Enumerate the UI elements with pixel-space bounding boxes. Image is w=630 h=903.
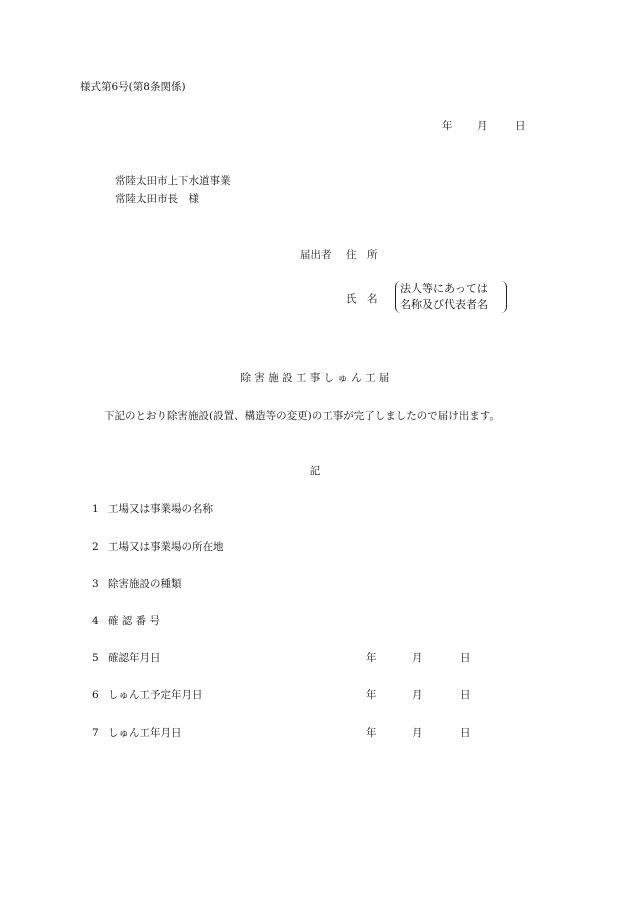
reporter-address-label: 住 所	[346, 249, 378, 261]
item-number: 7	[92, 727, 99, 739]
bracket-line2: 名称及び代表者名	[400, 298, 488, 311]
date-month: 月	[412, 689, 423, 701]
list-item	[92, 727, 182, 741]
list-item	[92, 615, 160, 629]
body-text: 下記のとおり除害施設(設置、構造等の変更)の工事が完了しましたので届け出ます。	[104, 410, 500, 422]
item-number: 2	[92, 541, 99, 553]
item-date	[366, 652, 471, 666]
item-label: 確認年月日	[108, 652, 161, 664]
date-month: 月	[412, 727, 423, 739]
list-item	[92, 503, 213, 517]
document-title: 除 害 施 設 工 事 し ゅ ん 工 届	[240, 372, 390, 384]
date-month: 月	[477, 120, 488, 132]
reporter-name-label: 氏 名	[346, 293, 378, 305]
corporate-note-bracket	[395, 281, 507, 313]
ki-heading: 記	[309, 465, 321, 477]
addressee-line1: 常陸太田市上下水道事業	[115, 175, 231, 187]
item-date	[366, 689, 471, 703]
date-year: 年	[442, 120, 453, 132]
addressee-line2: 常陸太田市長 様	[115, 193, 199, 205]
date-day: 日	[515, 120, 526, 132]
item-number: 6	[92, 689, 99, 701]
item-label: 工場又は事業場の名称	[108, 503, 213, 515]
item-label: 除害施設の種類	[108, 578, 182, 590]
bracket-line1: 法人等にあっては	[400, 282, 488, 295]
date-year: 年	[366, 652, 377, 664]
list-item	[92, 689, 203, 703]
date-day: 日	[460, 727, 471, 739]
date-year: 年	[366, 689, 377, 701]
date-month: 月	[412, 652, 423, 664]
reporter-label: 届出者	[300, 249, 332, 261]
date-year: 年	[366, 727, 377, 739]
item-label: しゅん工年月日	[108, 727, 182, 739]
item-label: しゅん工予定年月日	[108, 689, 203, 701]
item-label: 工場又は事業場の所在地	[108, 541, 224, 553]
date-day: 日	[460, 689, 471, 701]
item-number: 3	[92, 578, 99, 590]
item-date	[366, 727, 471, 741]
form-number: 様式第6号(第8条関係)	[80, 81, 186, 93]
submission-date	[442, 120, 526, 134]
list-item	[92, 541, 224, 555]
list-item	[92, 578, 182, 592]
item-number: 4	[92, 615, 99, 627]
item-label: 確 認 番 号	[108, 615, 161, 627]
item-number: 5	[92, 652, 99, 664]
list-item	[92, 652, 161, 666]
date-day: 日	[460, 652, 471, 664]
item-number: 1	[92, 503, 99, 515]
